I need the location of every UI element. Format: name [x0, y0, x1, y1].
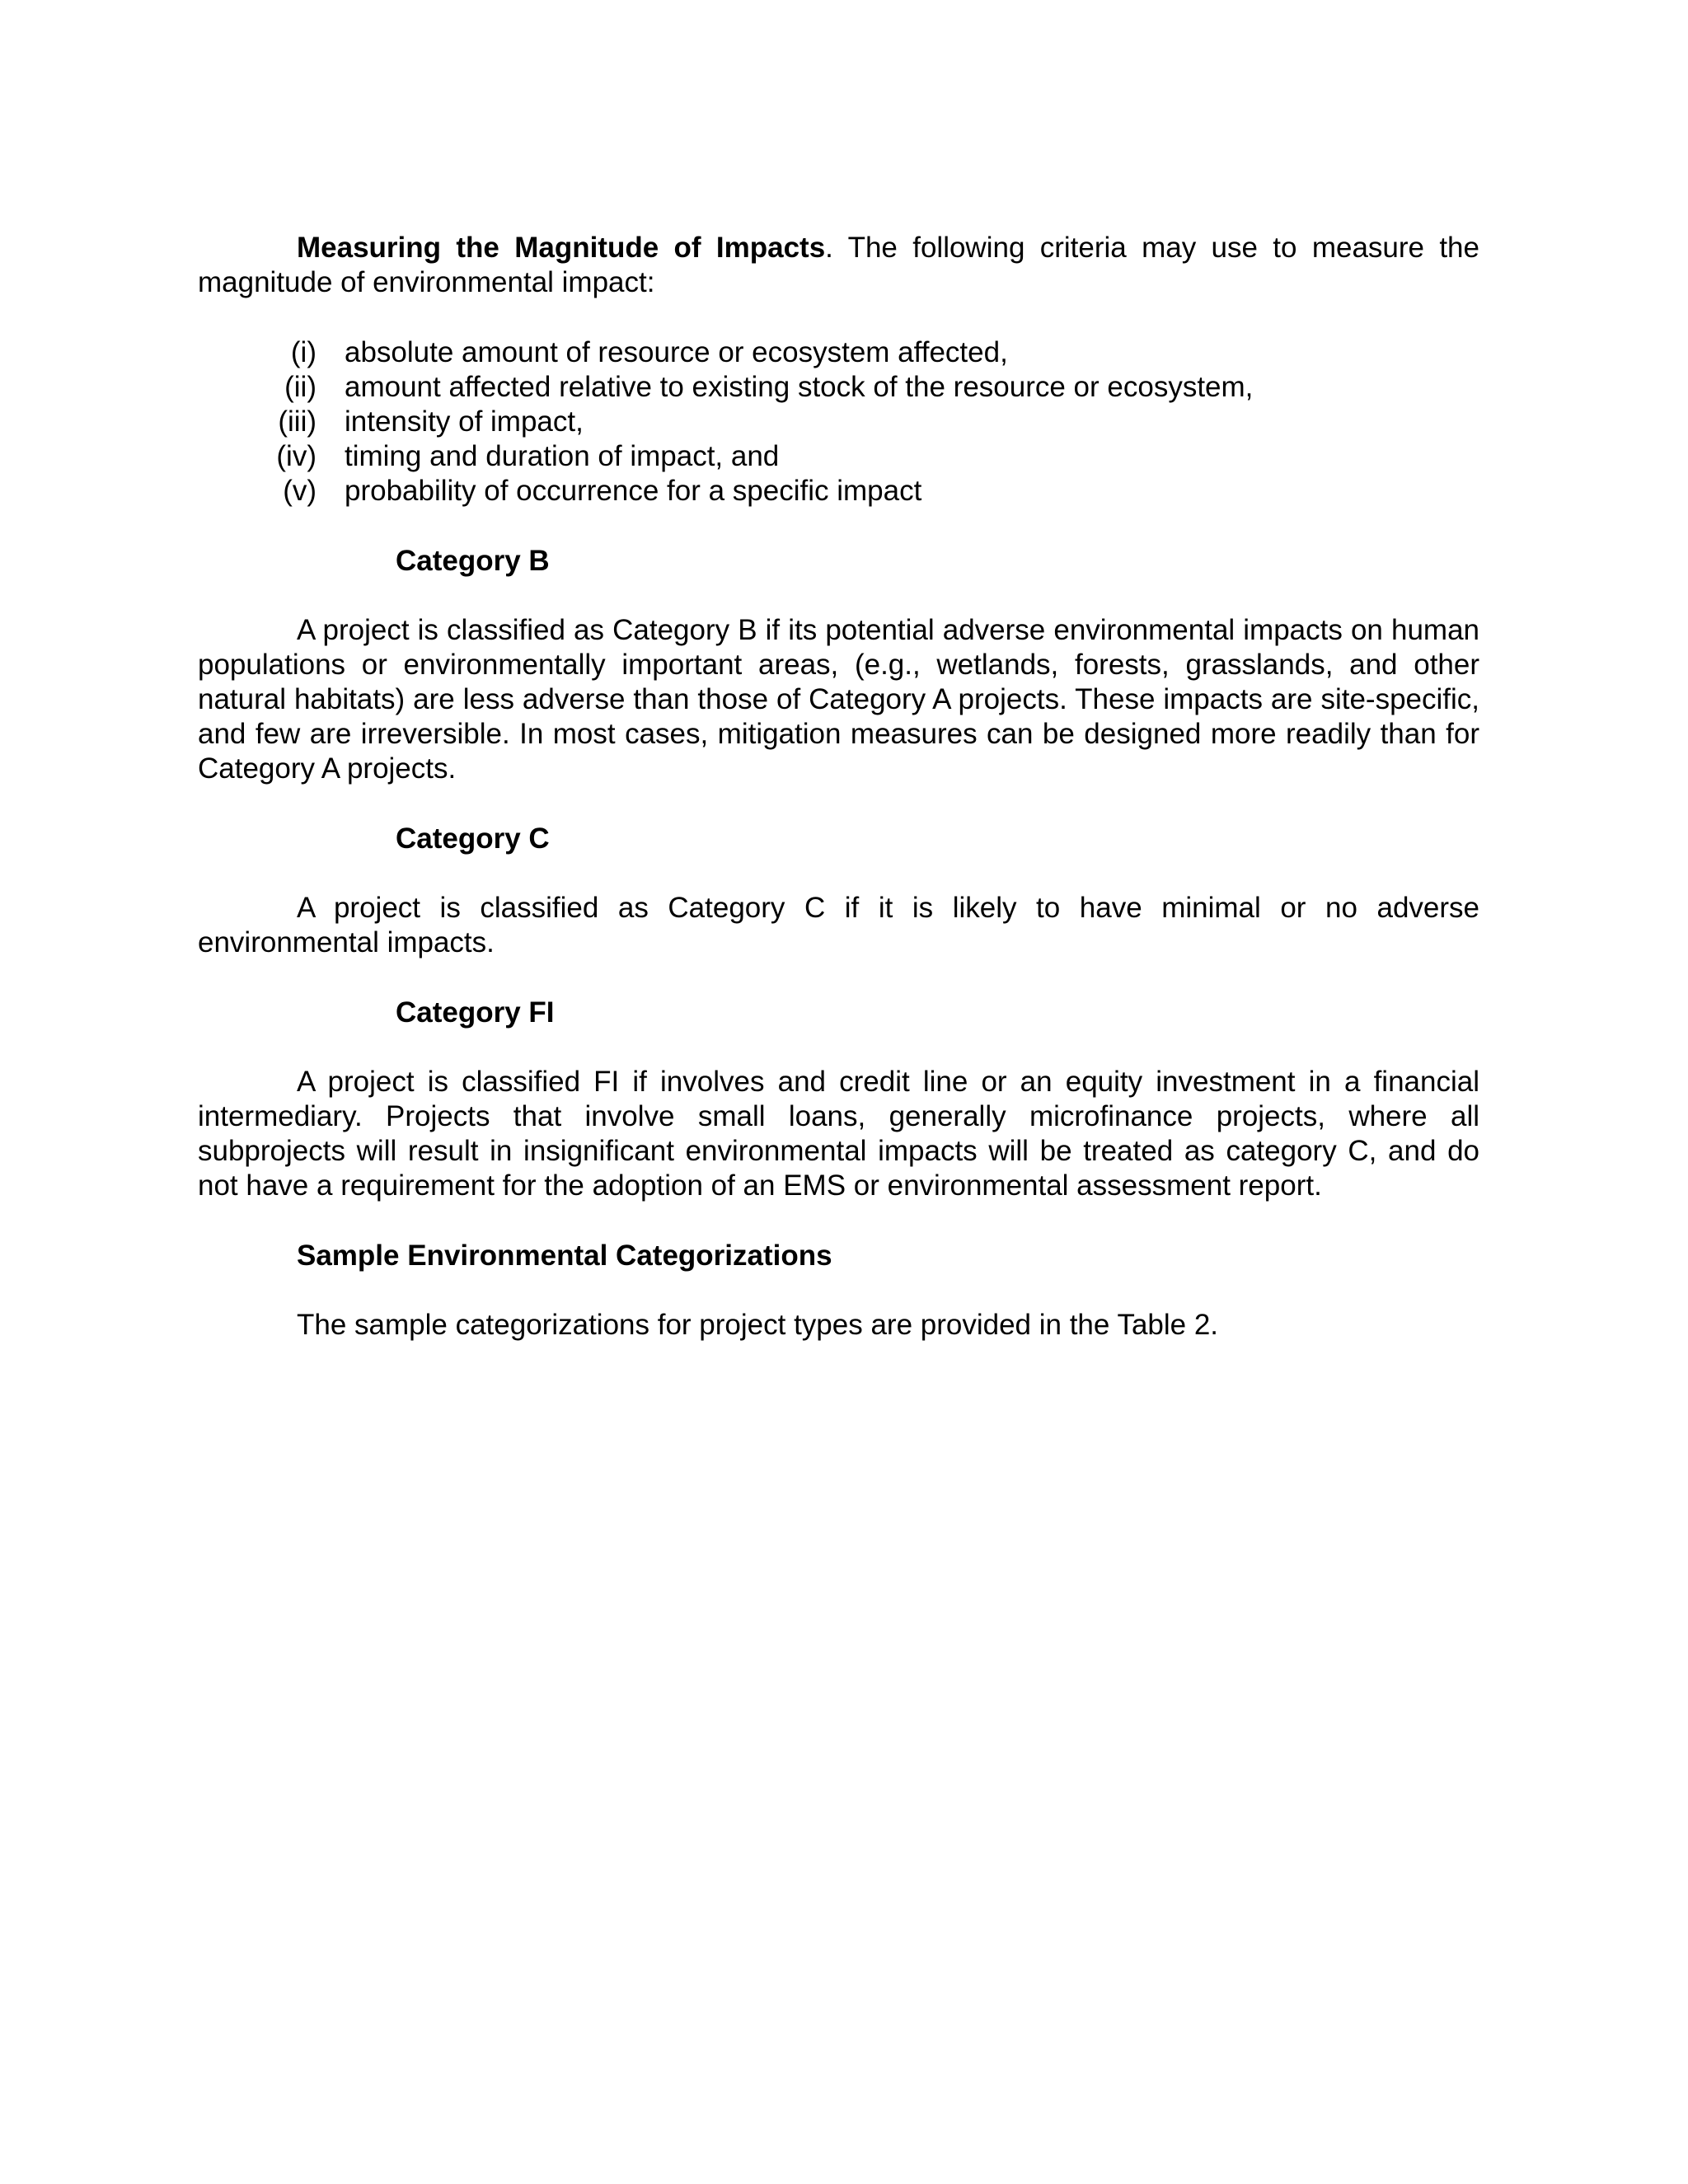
list-item-text: intensity of impact,	[345, 405, 584, 438]
list-item	[198, 370, 1479, 405]
category-fi-heading: Category FI	[396, 996, 555, 1029]
list-item-text: timing and duration of impact, and	[345, 440, 780, 472]
list-item	[198, 335, 1479, 370]
list-item-text: absolute amount of resource or ecosystem affected,	[345, 336, 1008, 368]
list-item-text: amount affected relative to existing stock of the resource or ecosystem,	[345, 371, 1254, 403]
list-item	[198, 439, 1479, 474]
list-item-text: probability of occurrence for a specific impact	[345, 475, 922, 507]
list-item-number: (v)	[283, 475, 316, 507]
sample-categorizations-heading: Sample Environmental Categorizations	[297, 1240, 832, 1272]
document-page	[198, 231, 1479, 1343]
intro-text: . The following criteria may use to measure the magnitude of environmental impact:	[198, 232, 1479, 298]
category-fi-paragraph: A project is classified FI if involves and credit line or an equity investment in a financial intermediary. Projects that involve small loans, generally microfinance projects, where all subprojects will result in insignificant environmental impacts will be treated as category C, and do not have a requirement for the adoption of an EMS or environmental assessment report.	[198, 1066, 1479, 1202]
intro-paragraph	[198, 231, 1479, 300]
category-c-heading: Category C	[396, 823, 550, 855]
list-item-number: (i)	[290, 336, 316, 368]
category-b-heading: Category B	[396, 545, 550, 577]
list-item-number: (iii)	[278, 405, 316, 438]
criteria-list	[198, 335, 1479, 509]
list-item-number: (iv)	[276, 440, 316, 472]
list-item	[198, 474, 1479, 509]
list-item	[198, 405, 1479, 439]
sample-categorizations-paragraph: The sample categorizations for project types are provided in the Table 2.	[297, 1309, 1219, 1341]
category-c-paragraph: A project is classified as Category C if it is likely to have minimal or no adverse environmental impacts.	[198, 892, 1479, 958]
list-item-number: (ii)	[284, 371, 316, 403]
category-b-paragraph: A project is classified as Category B if its potential adverse environmental impacts on human populations or environmentally important areas, (e.g., wetlands, forests, grasslands, and other natural habitats) are less adverse than those of Category A projects. These impacts are site-specific, and few are irreversible. In most cases, mitigation measures can be designed more readily than for Category A projects.	[198, 614, 1479, 785]
intro-heading: Measuring the Magnitude of Impacts	[297, 232, 826, 264]
